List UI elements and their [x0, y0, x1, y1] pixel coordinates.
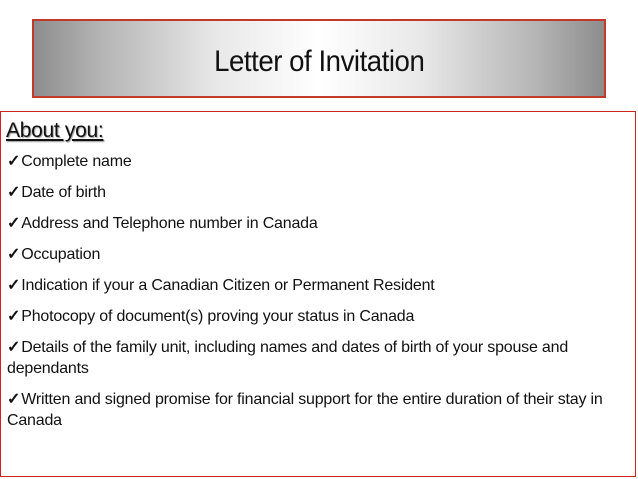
check-icon: ✓ [7, 277, 21, 294]
checklist [7, 151, 627, 441]
title-bar [32, 19, 606, 98]
list-item-text: Photocopy of document(s) proving your status in Canada [21, 308, 415, 325]
check-icon: ✓ [7, 246, 21, 263]
list-item-text: Details of the family unit, including names and dates of birth of your spouse and dependants [7, 339, 569, 377]
check-icon: ✓ [7, 339, 21, 356]
check-icon: ✓ [7, 184, 21, 201]
list-item-text: Complete name [21, 153, 132, 170]
check-icon: ✓ [7, 391, 21, 408]
list-item-text: Indication if your a Canadian Citizen or Permanent Resident [21, 277, 435, 294]
list-item-text: Occupation [21, 246, 101, 263]
check-icon: ✓ [7, 153, 21, 170]
list-item [7, 306, 627, 327]
list-item [7, 244, 627, 265]
section-heading: About you: [6, 119, 104, 142]
slide-title: Letter of Invitation [213, 44, 425, 78]
check-icon: ✓ [7, 215, 21, 232]
list-item-text: Date of birth [21, 184, 106, 201]
list-item [7, 213, 627, 234]
list-item [7, 389, 627, 431]
list-item [7, 337, 627, 379]
list-item [7, 182, 627, 203]
list-item [7, 151, 627, 172]
list-item-text: Written and signed promise for financial support for the entire duration of their stay in Canada [7, 391, 603, 429]
check-icon: ✓ [7, 308, 21, 325]
list-item-text: Address and Telephone number in Canada [21, 215, 318, 232]
list-item [7, 275, 627, 296]
